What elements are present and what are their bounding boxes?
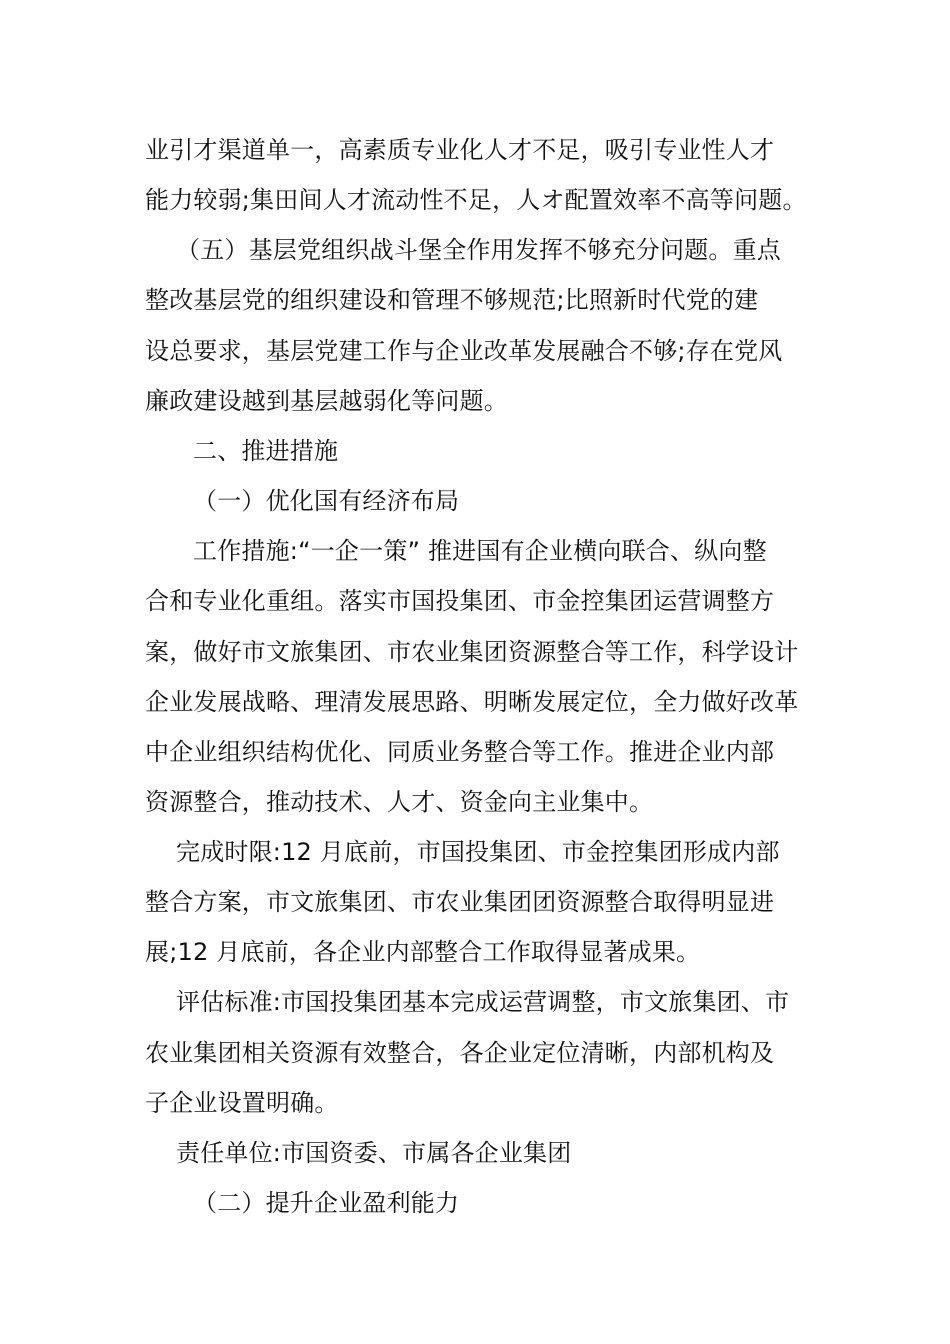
section-heading-five: （五）基层党组织战斗堡全作用发挥不够充分问题。重点 xyxy=(176,236,781,264)
body-text-line: 整改基层党的组织建设和管理不够规范;比照新时代党的建 xyxy=(145,286,759,314)
body-text-line: 案，做好市文旅集团、市农业集团资源整合等工作，科学设计 xyxy=(145,638,799,666)
body-text-line: 合和专业化重组。落实市国投集团、市金控集团运营调整方 xyxy=(145,587,775,615)
body-text-line: 展;12 月底前，各企业内部整合工作取得显著成果。 xyxy=(145,938,701,966)
body-text-line: 资源整合，推动技术、人才、资金向主业集中。 xyxy=(145,788,654,816)
body-text-line: 子企业设置明确。 xyxy=(145,1089,339,1117)
evaluation-criteria-line: 评估标准:市国投集团基本完成运营调整，市文旅集团、市 xyxy=(176,988,790,1016)
body-text-line: 廉政建设越到基层越弱化等问题。 xyxy=(145,387,508,415)
body-text-line: 中企业组织结构优化、同质业务整合等工作。推进企业内部 xyxy=(145,738,775,766)
work-measures-line: 工作措施:“一企一策” 推进国有企业横向联合、纵向整 xyxy=(193,537,767,565)
body-text-line: 整合方案，市文旅集团、市农业集团团资源整合取得明显进 xyxy=(145,888,775,916)
responsible-unit-line: 责任单位:市国资委、市属各企业集团 xyxy=(176,1139,572,1167)
body-text-line: 业引才渠道单一，高素质专业化人才不足，吸引专业性人才 xyxy=(145,136,775,164)
deadline-line: 完成时限:12 月底前，市国投集团、市金控集团形成内部 xyxy=(176,838,780,866)
chapter-heading: 二、推进措施 xyxy=(193,437,339,465)
body-text-line: 能力较弱;集田间人才流动性不足，人オ配置效率不高等问题。 xyxy=(145,186,807,214)
body-text-line: 企业发展战略、理清发展思路、明晰发展定位，全力做好改革 xyxy=(145,688,799,716)
body-text-line: 农业集团相关资源有效整合，各企业定位清晰，内部机构及 xyxy=(145,1039,775,1067)
section-heading-one: （一）优化国有经济布局 xyxy=(193,487,460,515)
body-text-line: 设总要求，基层党建工作与企业改革发展融合不够;存在党风 xyxy=(145,337,783,365)
section-heading-two: （二）提升企业盈利能力 xyxy=(193,1189,460,1217)
